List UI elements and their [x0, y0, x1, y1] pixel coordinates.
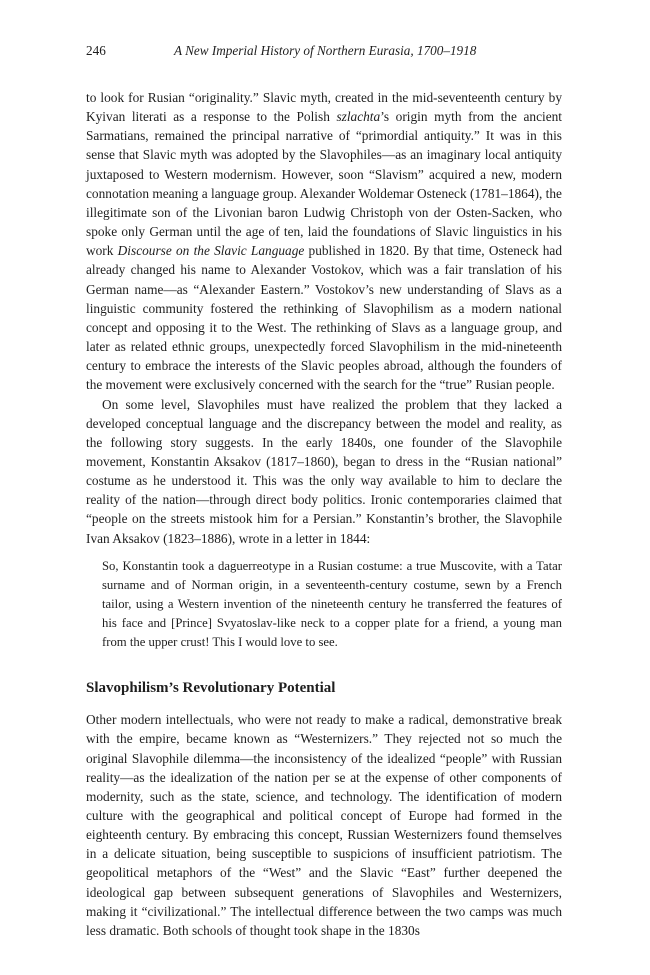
italic-book-title: Discourse on the Slavic Language	[117, 243, 305, 259]
italic-term-szlachta: szlachta	[336, 109, 381, 125]
paragraph-1-part-a: to look for Rusian “originality.” Slavic myth, created in the mid-seventeenth century by Kyivan literati as a response to the Polish	[86, 90, 562, 125]
page-number: 246	[86, 43, 106, 58]
section-heading: Slavophilism’s Revolutionary Potential	[86, 680, 336, 697]
running-head-title: A New Imperial History of Northern Eurasia, 1700–1918	[174, 43, 477, 58]
paragraph-3: Other modern intellectuals, who were not ready to make a radical, demonstrative break with the empire, became known as “Westernizers.” They rejected not so much the original Slavophile dilemma—the inconsistency of the idealized “people” with Russian reality—as the idealization of the nation per se at the expense of other components of modernity, such as the state, science, and technology. The identification of modern culture with the geographical and political concept of Europe had formed in the eighteenth century. By embracing this concept, Russian Westernizers found themselves in a delicate situation, being susceptible to suspicions of insufficient patriotism. The geopolitical metaphors of the “West” and the Slavic “East” further deepened the ideological gap between subsequent generations of Slavophiles and Westernizers, making it “civilizational.” The intellectual difference between the two camps was much less dramatic. Both schools of thought took shape in the 1830s	[86, 712, 562, 938]
paragraph-2: On some level, Slavophiles must have realized the problem that they lacked a developed conceptual language and the discrepancy between the model and reality, as the following story suggests. In the early 1840s, one founder of the Slavophile movement, Konstantin Aksakov (1817–1860), began to dress in the “Rusian national” costume as he understood it. This was the only way available to him to declare the reality of the nation—through direct body politics. Ironic contemporaries claimed that “people on the streets mistook him for a Persian.” Konstantin’s brother, the Slavophile Ivan Aksakov (1823–1886), wrote in a letter in 1844:	[86, 396, 562, 546]
paragraph-1-part-c: published in 1820. By that time, Osteneck had already changed his name to Alexander Vostokov, which was a fair translation of his German name—as “Alexander Eastern.” Vostokov’s new understanding of Slavs as a linguistic community fostered the rethinking of Slavophilism as a modern national concept and opposing it to the West. The rethinking of Slavs as a language group, and later as related ethnic groups, unexpectedly forced Slavophilism in the mid-nineteenth century to embrace the interests of the Slavic peoples abroad, although the founders of the movement were exclusively concerned with the search for the “true” Rusian people.	[86, 243, 562, 393]
body-text	[86, 88, 562, 940]
block-quotation: So, Konstantin took a daguerreotype in a Rusian costume: a true Muscovite, with a Tatar surname and of Norman origin, in a seventeenth-century costume, sewn by a French tailor, using a Western invention of the nineteenth century he transferred the features of his face and [Prince] Svyatoslav-like neck to a copper plate for a friend, a young man from the upper crust! This I would love to see.	[102, 558, 562, 650]
paragraph-1-part-b: ’s origin myth from the ancient Sarmatians, remained the principal narrative of “primordial antiquity.” It was in this sense that Slavic myth was adopted by the Slavophiles—as an imaginary local antiquity juxtaposed to Western modernism. However, soon “Slavism” acquired a new, modern connotation meaning a language group. Alexander Woldemar Osteneck (1781–1864), the illegitimate son of the Livonian baron Ludwig Christoph von der Osten-Sacken, who spoke only German until the age of ten, laid the foundations of Slavic linguistics in his work	[86, 109, 562, 259]
paragraph-continued	[86, 88, 562, 395]
